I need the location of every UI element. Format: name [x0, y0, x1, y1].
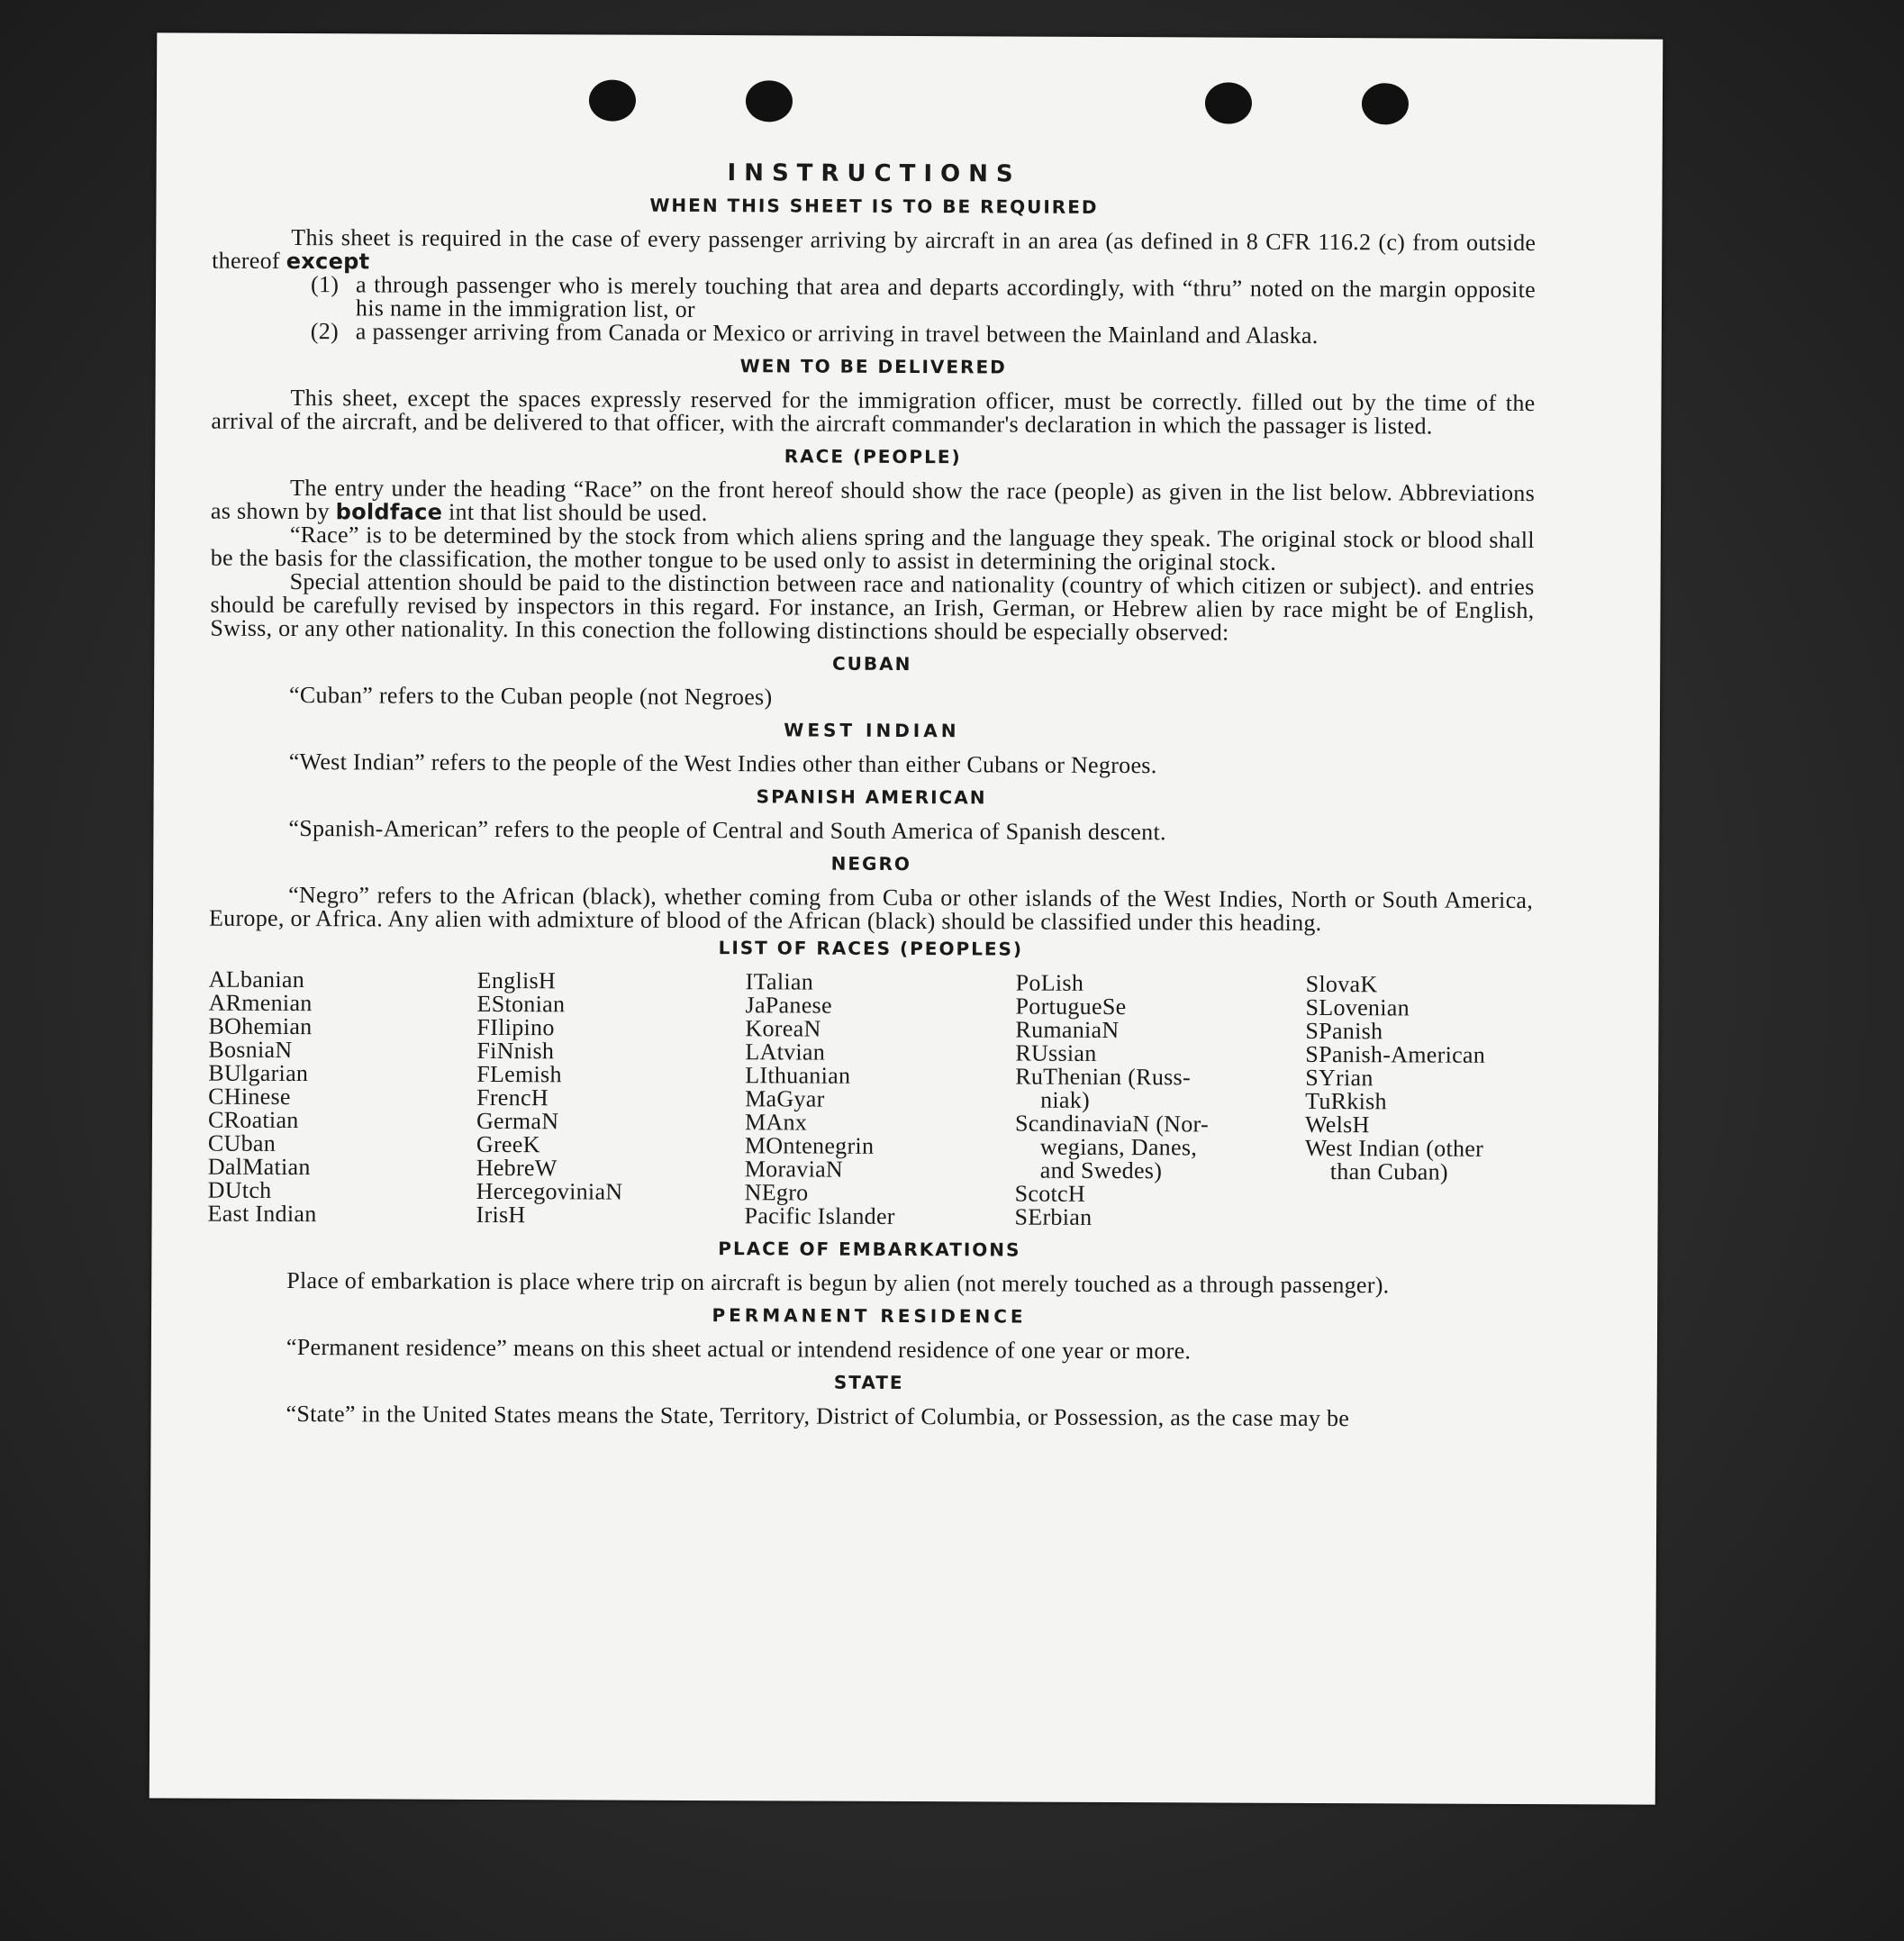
races-column-5	[1304, 970, 1530, 1231]
race-item: EStonian	[476, 990, 566, 1018]
race-paragraph-2: “Race” is to be determined by the stock from which aliens spring and the language they speak. The original stock or blood shall be the basis for the classification, the mother tongue to be used only to assist in determining the original stock.	[210, 522, 1535, 576]
races-column-2	[476, 966, 746, 1229]
race-item: RuThenian (Russ-	[1015, 1063, 1192, 1091]
races-column-4	[1014, 969, 1305, 1230]
race-item: CRoatian	[207, 1106, 299, 1134]
race-item: HebreW	[476, 1154, 558, 1182]
document-body	[207, 159, 1537, 1431]
list-item-2: (2) a passenger arriving from Canada or Mexico or arriving in travel between the Mainland and Alaska.	[310, 318, 1319, 349]
race-item: SYrian	[1305, 1064, 1374, 1092]
except-bold: except	[286, 248, 370, 275]
heading-when-required: WHEN THIS SHEET IS TO BE REQUIRED	[649, 194, 1099, 218]
race-item: CHinese	[208, 1083, 291, 1111]
heading-cuban: CUBAN	[831, 652, 912, 676]
race-item: SPanish-American	[1305, 1040, 1486, 1068]
race-item: BOhemian	[208, 1012, 313, 1040]
race-item: FiNnish	[476, 1037, 555, 1065]
punch-hole-3	[1205, 82, 1252, 123]
heading-embarkation: PLACE OF EMBARKATIONS	[718, 1238, 1021, 1261]
heading-race: RACE (PEOPLE)	[784, 445, 962, 468]
negro-text: “Negro” refers to the African (black), whether coming from Cuba or other islands of the West Indies, North or South America, Europe, or Africa. Any alien with admixture of blood of the African (black) should be classified under this heading.	[208, 882, 1534, 937]
heading-state: STATE	[833, 1371, 904, 1393]
race-item: and Swedes)	[1039, 1156, 1163, 1184]
race-item: ScandinaviaN (Nor-	[1014, 1110, 1210, 1138]
when-required-intro: This sheet is required in the case of every passenger arriving by aircraft in an area (as defined in 8 CFR 116.2 (c) from outside thereof except	[212, 224, 1537, 275]
race-item: DUtch	[207, 1176, 272, 1203]
races-column-3	[745, 970, 1016, 1229]
race-item: RUssian	[1015, 1039, 1097, 1066]
race-item: CUban	[207, 1129, 277, 1156]
heading-when-delivered: WEN TO BE DELIVERED	[739, 355, 1007, 378]
punch-hole-4	[1362, 83, 1409, 124]
races-column-1	[208, 968, 477, 1227]
race-item: MAnx	[744, 1109, 808, 1136]
race-item: KoreaN	[745, 1015, 821, 1042]
race-item: MoraviaN	[744, 1156, 844, 1183]
heading-west-indian: WEST INDIAN	[784, 719, 960, 742]
race-item: FrencH	[476, 1084, 549, 1111]
race-item: DalMatian	[207, 1153, 311, 1181]
heading-permanent-residence: PERMANENT RESIDENCE	[712, 1304, 1027, 1328]
spanish-american-text: “Spanish-American” refers to the people of Central and South America of Spanish descent.	[288, 815, 1166, 846]
embarkation-text: Place of embarkation is place where trip on aircraft is begun by alien (not merely touched as a through passenger).	[286, 1267, 1390, 1299]
race-item: East Indian	[207, 1200, 317, 1228]
race-item: ScotcH	[1014, 1180, 1086, 1207]
race-item: niak)	[1040, 1086, 1091, 1113]
race-item: FLemish	[476, 1060, 562, 1088]
permanent-residence-text: “Permanent residence” means on this sheet actual or intendend residence of one year or more.	[286, 1334, 1192, 1365]
heading-list-of-races: LIST OF RACES (PEOPLES)	[718, 937, 1024, 960]
race-item: SlovaK	[1305, 970, 1378, 998]
race-item: BosniaN	[208, 1036, 293, 1064]
race-item: JaPanese	[745, 992, 832, 1019]
race-item: FIlipino	[476, 1013, 555, 1041]
west-indian-text: “West Indian” refers to the people of the West Indies other than either Cubans or Negroes.	[288, 748, 1157, 779]
race-item: EnglisH	[476, 966, 557, 994]
race-item: RumaniaN	[1015, 1016, 1120, 1044]
race-item: ALbanian	[208, 966, 305, 993]
race-item: GermaN	[476, 1107, 559, 1135]
race-item: ARmenian	[208, 989, 313, 1017]
race-item: NEgro	[744, 1179, 809, 1206]
race-item: MOntenegrin	[744, 1132, 875, 1159]
race-item: LAtvian	[745, 1039, 826, 1066]
boldface-bold: boldface	[335, 499, 443, 525]
heading-negro: NEGRO	[830, 852, 911, 875]
race-item: Pacific Islander	[744, 1202, 895, 1229]
race-paragraph-1: The entry under the heading “Race” on the front hereof should show the race (people) as given in the list below. Abbreviations as shown by boldface int that list should be used.	[210, 475, 1536, 527]
punch-hole-1	[589, 79, 636, 121]
race-item: LIthuanian	[745, 1062, 851, 1089]
race-paragraph-3: Special attention should be paid to the distinction between race and nationality (country of which citizen or subject). and entries should be carefully revised by inspectors in this regard. For instance, an Irish, German, or Hebrew alien by race might be of English, Swiss, or any other nationality. In this conection the following distinctions should be especially observed:	[210, 568, 1535, 646]
race-item: MaGyar	[745, 1085, 825, 1112]
race-item: WelsH	[1304, 1111, 1370, 1138]
race-item: SLovenian	[1305, 993, 1410, 1021]
race-item: than Cuban)	[1329, 1158, 1448, 1185]
heading-spanish-american: SPANISH AMERICAN	[756, 785, 987, 809]
race-item: PortugueSe	[1015, 993, 1127, 1020]
race-item: TuRkish	[1305, 1087, 1387, 1115]
state-text: “State” in the United States means the State, Territory, District of Columbia, or Possession, as the case may be	[286, 1401, 1350, 1432]
race-item: ITalian	[745, 968, 814, 995]
races-list	[208, 968, 1533, 1231]
race-item: GreeK	[476, 1130, 540, 1158]
race-item: SErbian	[1014, 1203, 1093, 1230]
race-item: IrisH	[476, 1201, 526, 1229]
document-title: INSTRUCTIONS	[727, 159, 1021, 188]
race-item: SPanish	[1305, 1017, 1383, 1045]
cuban-text: “Cuban” refers to the Cuban people (not Negroes)	[289, 682, 773, 711]
when-delivered-text: This sheet, except the spaces expressly reserved for the immigration officer, must be correctly. filled out by the time of the arrival of the aircraft, and be delivered to that officer, with the aircraft commander's declaration in which the passager is listed.	[211, 385, 1536, 440]
race-item: wegians, Danes,	[1039, 1133, 1198, 1161]
list-item-1: (1) a through passenger who is merely touching that area and departs accordingly, with “thru” noted on the margin opposite his name in the immigration list, or	[311, 271, 1537, 322]
instruction-sheet	[150, 32, 1664, 1804]
race-item: PoLish	[1015, 969, 1084, 996]
punch-hole-2	[746, 80, 793, 122]
race-item: BUlgarian	[208, 1059, 309, 1087]
race-item: West Indian (other	[1304, 1134, 1484, 1162]
race-item: HercegoviniaN	[476, 1177, 623, 1205]
